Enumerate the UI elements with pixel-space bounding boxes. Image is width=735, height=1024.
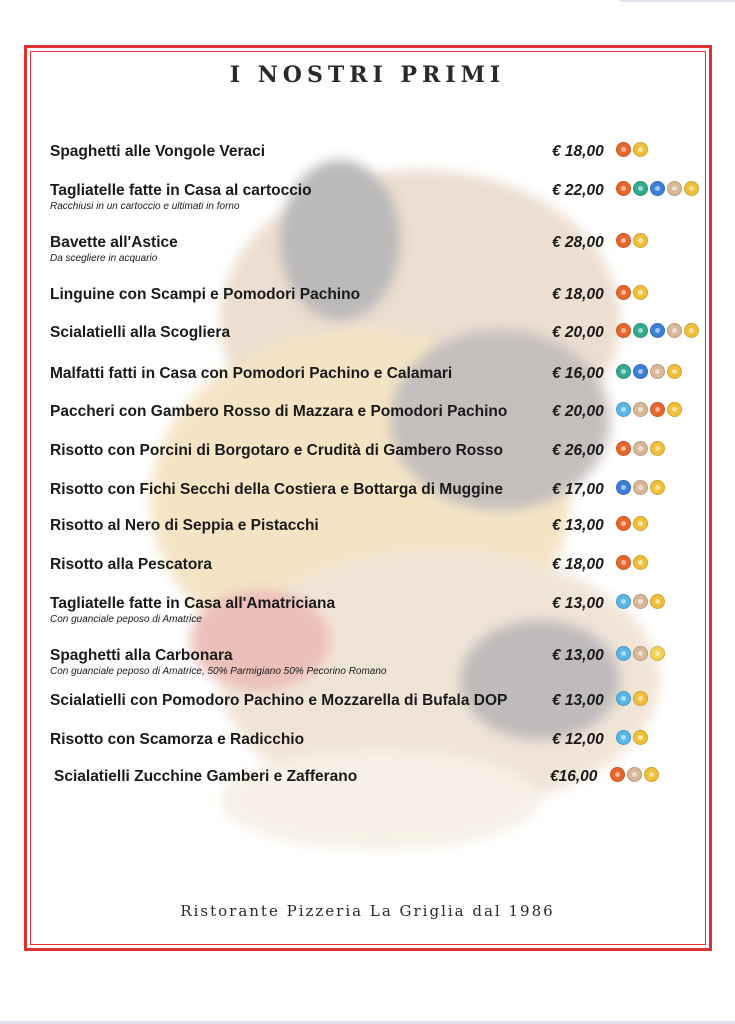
milk-allergen-icon — [616, 646, 631, 661]
gluten-allergen-icon — [633, 691, 648, 706]
fish-allergen-icon — [616, 285, 631, 300]
fish-allergen-icon — [616, 181, 631, 196]
menu-item-name: Malfatti fatti in Casa con Pomodori Pachino e Calamari — [50, 365, 453, 382]
menu-item-name: Tagliatelle fatte in Casa al cartoccio — [50, 182, 312, 199]
menu-item-name: Risotto alla Pescatora — [50, 556, 212, 573]
menu-item-description: Con guanciale peposo di Amatrice — [50, 614, 202, 625]
menu-item — [50, 182, 700, 220]
milk-allergen-icon — [616, 402, 631, 417]
menu-item-name: Risotto con Porcini di Borgotaro e Crudità di Gambero Rosso — [50, 442, 503, 459]
egg-allergen-icon — [650, 646, 665, 661]
menu-item — [50, 647, 700, 685]
mollusc-allergen-icon — [616, 364, 631, 379]
menu-item-price: € 12,00 — [552, 731, 604, 748]
menu-item-price: € 13,00 — [552, 647, 604, 664]
menu-item — [50, 692, 700, 730]
allergen-icons — [616, 594, 665, 609]
milk-allergen-icon — [616, 730, 631, 745]
menu-item-price: € 13,00 — [552, 692, 604, 709]
allergen-icons — [616, 233, 648, 248]
sesame-allergen-icon — [667, 181, 682, 196]
menu-item-name: Tagliatelle fatte in Casa all'Amatriciana — [50, 595, 336, 612]
menu-item — [50, 481, 700, 519]
fish-allergen-icon — [610, 767, 625, 782]
menu-item-price: € 20,00 — [552, 324, 604, 341]
sesame-allergen-icon — [633, 480, 648, 495]
menu-item — [50, 595, 700, 633]
menu-item — [50, 286, 700, 324]
fish-allergen-icon — [650, 402, 665, 417]
gluten-allergen-icon — [633, 555, 648, 570]
fish-allergen-icon — [616, 555, 631, 570]
menu-item-price: € 13,00 — [552, 595, 604, 612]
menu-item-name: Spaghetti alle Vongole Veraci — [50, 143, 266, 160]
sesame-allergen-icon — [633, 441, 648, 456]
gluten-allergen-icon — [684, 323, 699, 338]
menu-item-price: € 16,00 — [552, 365, 604, 382]
menu-item-name: Linguine con Scampi e Pomodori Pachino — [50, 286, 361, 303]
gluten-allergen-icon — [650, 480, 665, 495]
menu-item — [50, 442, 700, 480]
menu-item-price: € 20,00 — [552, 403, 604, 420]
allergen-icons — [616, 285, 648, 300]
menu-item — [50, 365, 700, 403]
menu-item-price: € 18,00 — [552, 556, 604, 573]
sesame-allergen-icon — [633, 646, 648, 661]
gluten-allergen-icon — [633, 142, 648, 157]
mollusc-allergen-icon — [633, 181, 648, 196]
sesame-allergen-icon — [633, 594, 648, 609]
gluten-allergen-icon — [650, 441, 665, 456]
gluten-allergen-icon — [650, 594, 665, 609]
allergen-icons — [616, 323, 699, 338]
menu-item-name: Risotto con Scamorza e Radicchio — [50, 731, 305, 748]
sesame-allergen-icon — [667, 323, 682, 338]
allergen-icons — [616, 480, 665, 495]
menu-item-price: €16,00 — [550, 768, 598, 785]
fish-allergen-icon — [616, 142, 631, 157]
menu-item — [50, 403, 700, 441]
allergen-icons — [616, 441, 665, 456]
crust-allergen-icon — [616, 480, 631, 495]
menu-item — [50, 556, 700, 594]
milk-allergen-icon — [616, 691, 631, 706]
menu-item — [50, 324, 700, 362]
milk-allergen-icon — [616, 594, 631, 609]
menu-item-name: Spaghetti alla Carbonara — [50, 647, 233, 664]
menu-item-price: € 18,00 — [552, 143, 604, 160]
gluten-allergen-icon — [633, 233, 648, 248]
crust-allergen-icon — [650, 323, 665, 338]
menu-item-price: € 28,00 — [552, 234, 604, 251]
allergen-icons — [616, 516, 648, 531]
menu-item-name: Scialatielli Zucchine Gamberi e Zafferano — [54, 768, 358, 785]
gluten-allergen-icon — [684, 181, 699, 196]
crust-allergen-icon — [633, 364, 648, 379]
sesame-allergen-icon — [627, 767, 642, 782]
fish-allergen-icon — [616, 516, 631, 531]
allergen-icons — [616, 646, 665, 661]
allergen-icons — [616, 181, 699, 196]
menu-item-price: € 13,00 — [552, 517, 604, 534]
allergen-icons — [610, 767, 659, 782]
menu-item — [50, 234, 700, 272]
fish-allergen-icon — [616, 233, 631, 248]
menu-item-description: Con guanciale peposo di Amatrice, 50% Parmigiano 50% Pecorino Romano — [50, 666, 387, 677]
menu-item-name: Scialatielli con Pomodoro Pachino e Mozzarella di Bufala DOP — [50, 692, 508, 709]
menu-item-price: € 17,00 — [552, 481, 604, 498]
allergen-icons — [616, 555, 648, 570]
menu-item-description: Da scegliere in acquario — [50, 253, 158, 264]
page-title: I NOSTRI PRIMI — [229, 62, 506, 88]
menu-item-name: Risotto con Fichi Secchi della Costiera e Bottarga di Muggine — [50, 481, 504, 498]
menu-item-name: Risotto al Nero di Seppia e Pistacchi — [50, 517, 319, 534]
crust-allergen-icon — [650, 181, 665, 196]
allergen-icons — [616, 730, 648, 745]
menu-item-name: Scialatielli alla Scogliera — [50, 324, 231, 341]
sesame-allergen-icon — [633, 402, 648, 417]
footer-restaurant-name: Ristorante Pizzeria La Griglia dal 1986 — [180, 902, 555, 920]
menu-item — [50, 143, 700, 181]
fish-allergen-icon — [616, 441, 631, 456]
sesame-allergen-icon — [650, 364, 665, 379]
menu-item-price: € 18,00 — [552, 286, 604, 303]
top-bar — [620, 0, 735, 2]
mollusc-allergen-icon — [633, 323, 648, 338]
menu-item — [54, 768, 704, 806]
menu-item-price: € 26,00 — [552, 442, 604, 459]
gluten-allergen-icon — [633, 516, 648, 531]
gluten-allergen-icon — [633, 730, 648, 745]
allergen-icons — [616, 142, 648, 157]
gluten-allergen-icon — [644, 767, 659, 782]
gluten-allergen-icon — [667, 402, 682, 417]
menu-item — [50, 517, 700, 555]
menu-item — [50, 731, 700, 769]
menu-item-price: € 22,00 — [552, 182, 604, 199]
menu-item-name: Bavette all'Astice — [50, 234, 178, 251]
menu-item-name: Paccheri con Gambero Rosso di Mazzara e Pomodori Pachino — [50, 403, 508, 420]
gluten-allergen-icon — [667, 364, 682, 379]
allergen-icons — [616, 364, 682, 379]
allergen-icons — [616, 402, 682, 417]
allergen-icons — [616, 691, 648, 706]
gluten-allergen-icon — [633, 285, 648, 300]
menu-item-description: Racchiusi in un cartoccio e ultimati in forno — [50, 201, 240, 212]
fish-allergen-icon — [616, 323, 631, 338]
